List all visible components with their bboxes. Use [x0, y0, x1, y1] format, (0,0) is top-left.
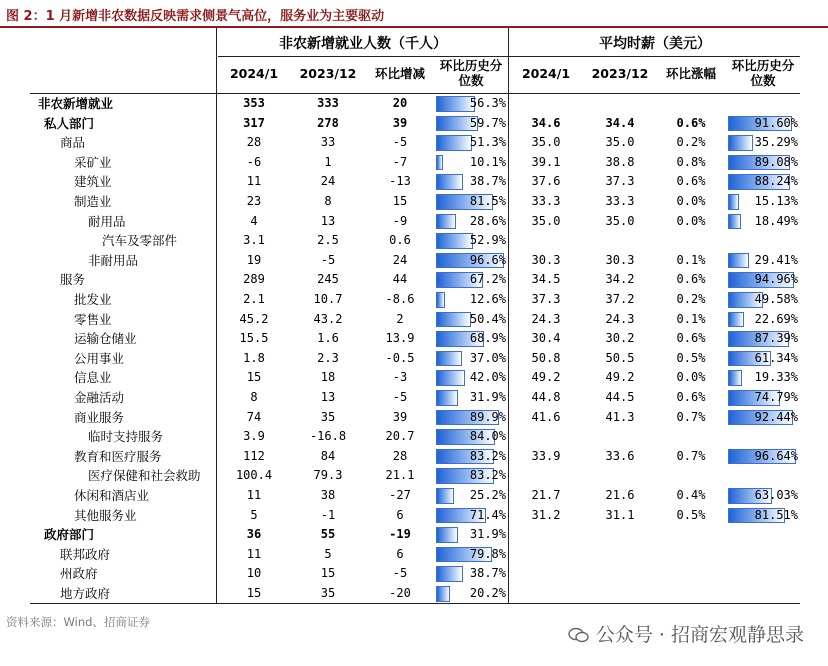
- emp-percentile-value: 71.4%: [469, 507, 506, 522]
- wage-dec-cell: 24.3: [605, 311, 635, 326]
- wage-dec-cell: 31.1: [605, 507, 635, 522]
- emp-percentile-value: 20.2%: [469, 586, 506, 600]
- row-label: 休闲和酒店业: [74, 488, 150, 503]
- wages-group-header: 平均时薪（美元）: [599, 36, 711, 52]
- emp-jan-cell: 1.8: [243, 350, 265, 365]
- emp-percentile-value: 84.0%: [469, 429, 506, 444]
- source-note: 资料来源：Wind、招商证券: [6, 615, 150, 629]
- wage-jan-cell: 37.6: [531, 174, 561, 189]
- emp-jan-cell: 23: [246, 194, 262, 208]
- wage-mom-cell: 0.0%: [676, 194, 706, 208]
- wage-dec-cell: 21.6: [605, 488, 635, 502]
- emp-percentile-value: 68.9%: [469, 331, 506, 346]
- wage-mom-cell: 0.5%: [676, 507, 706, 522]
- wage-mom-cell: 0.2%: [676, 292, 706, 306]
- row-label: 商品: [60, 135, 86, 151]
- row-label: 汽车及零部件: [102, 233, 178, 249]
- table-row: [30, 486, 800, 506]
- row-label: 运输仓储业: [74, 331, 137, 347]
- wage-mom-cell: 0.4%: [676, 488, 706, 502]
- row-label: 耐用品: [88, 213, 126, 229]
- table-row: [30, 310, 800, 330]
- emp-percentile-value: 42.0%: [469, 370, 506, 385]
- emp-dec-cell: 10.7: [313, 292, 343, 306]
- watermark-text: 公众号 · 招商宏观静思录: [595, 624, 804, 646]
- wage-mom-cell: 0.1%: [676, 252, 706, 267]
- emp-mom-cell: -5: [392, 135, 408, 150]
- emp-percentile-value: 37.0%: [469, 350, 506, 365]
- emp-mom-cell: 39: [392, 115, 408, 130]
- row-label: 教育和医疗服务: [74, 448, 162, 464]
- emp-dec-cell: 15: [320, 566, 336, 581]
- emp-dec-cell: -1: [320, 507, 336, 522]
- emp-jan-cell: 19: [246, 252, 262, 267]
- col-emp-dec: 2023/12: [299, 66, 357, 81]
- employment-group-header: 非农新增就业人数（千人）: [279, 36, 447, 52]
- row-label: 采矿业: [74, 154, 112, 170]
- wage-jan-cell: 24.3: [531, 311, 561, 326]
- col-emp-jan: 2024/1: [229, 66, 279, 81]
- emp-jan-cell: 28: [246, 135, 262, 150]
- emp-dec-cell: 2.5: [317, 233, 339, 248]
- table-row: [30, 212, 800, 232]
- table-row: [30, 545, 800, 565]
- emp-jan-cell: 289: [243, 272, 265, 287]
- emp-mom-cell: -27: [389, 488, 411, 502]
- emp-mom-cell: 6: [396, 507, 404, 522]
- emp-dec-cell: -5: [320, 252, 336, 267]
- table-row: [30, 506, 800, 526]
- table-row: [30, 349, 800, 369]
- wage-mom-cell: 0.7%: [676, 448, 706, 463]
- emp-mom-cell: 13.9: [385, 331, 415, 346]
- emp-dec-cell: 278: [317, 115, 339, 130]
- emp-percentile-value: 28.6%: [469, 213, 506, 228]
- emp-percentile-value: 25.2%: [469, 488, 506, 502]
- emp-mom-cell: 44: [392, 272, 408, 287]
- wage-percentile-value: 15.13%: [754, 194, 798, 208]
- emp-mom-cell: -3: [392, 370, 408, 385]
- wage-dec-cell: 33.3: [605, 194, 635, 208]
- emp-percentile-value: 59.7%: [469, 115, 506, 130]
- emp-jan-cell: 45.2: [239, 311, 269, 326]
- emp-mom-cell: 2: [396, 311, 404, 326]
- table-row: [30, 388, 800, 408]
- wage-mom-cell: 0.1%: [676, 311, 706, 326]
- row-label: 州政府: [60, 566, 98, 582]
- emp-jan-cell: 74: [246, 409, 262, 424]
- wage-percentile-value: 19.33%: [754, 370, 798, 385]
- wage-mom-cell: 0.7%: [676, 409, 706, 424]
- wage-jan-cell: 41.6: [531, 409, 561, 424]
- table-row: [30, 368, 800, 388]
- wage-percentile-value: 81.51%: [754, 507, 798, 522]
- emp-percentile-value: 89.9%: [469, 409, 506, 424]
- wage-percentile-value: 49.58%: [754, 292, 798, 306]
- wage-dec-cell: 50.5: [605, 350, 635, 365]
- wage-percentile-value: 88.24%: [754, 174, 798, 189]
- wage-mom-cell: 0.6%: [676, 331, 706, 346]
- wage-percentile-value: 22.69%: [754, 311, 798, 326]
- emp-mom-cell: -9: [392, 213, 408, 228]
- emp-percentile-value: 81.5%: [469, 194, 506, 208]
- wage-mom-cell: 0.6%: [676, 115, 706, 130]
- wage-dec-cell: 35.0: [605, 213, 635, 228]
- wage-jan-cell: 33.9: [531, 448, 561, 463]
- wage-percentile-value: 74.79%: [754, 390, 798, 404]
- row-label: 公用事业: [74, 350, 125, 366]
- emp-mom-cell: 20: [392, 96, 408, 110]
- wage-jan-cell: 34.5: [531, 272, 561, 287]
- wage-percentile-value: 29.41%: [754, 252, 798, 267]
- wage-dec-cell: 30.3: [605, 252, 635, 267]
- table-row: [30, 192, 800, 212]
- emp-jan-cell: 4: [250, 213, 258, 228]
- wage-jan-cell: 30.4: [531, 331, 561, 346]
- wage-percentile-value: 61.34%: [754, 350, 798, 365]
- table-row: [30, 172, 800, 192]
- emp-mom-cell: -13: [389, 174, 411, 189]
- emp-percentile-value: 52.9%: [469, 233, 506, 248]
- emp-dec-cell: 84: [320, 448, 336, 463]
- emp-dec-cell: 24: [320, 174, 336, 189]
- watermark: [568, 620, 804, 647]
- table-row: [30, 114, 800, 134]
- wage-jan-cell: 30.3: [531, 252, 561, 267]
- table-row: [30, 153, 800, 173]
- emp-jan-cell: -6: [246, 154, 262, 169]
- wage-jan-cell: 44.8: [531, 390, 561, 404]
- table-row: [30, 525, 800, 545]
- wage-jan-cell: 31.2: [531, 507, 561, 522]
- wage-dec-cell: 44.5: [605, 390, 635, 404]
- emp-dec-cell: 38: [320, 488, 336, 502]
- figure-title: 图 2：1 月新增非农数据反映需求侧景气高位，服务业为主要驱动: [6, 9, 385, 24]
- wage-mom-cell: 0.6%: [676, 272, 706, 287]
- emp-dec-cell: 35: [320, 409, 336, 424]
- title-rule: [0, 26, 828, 28]
- emp-percentile-value: 79.8%: [469, 546, 506, 561]
- emp-mom-cell: -7: [392, 154, 408, 169]
- wage-dec-cell: 30.2: [605, 331, 635, 346]
- wechat-icon: [568, 627, 590, 643]
- wage-dec-cell: 33.6: [605, 448, 635, 463]
- wage-percentile-value: 63.03%: [754, 488, 798, 502]
- emp-dec-cell: 245: [317, 272, 339, 287]
- wage-percentile-value: 91.60%: [754, 115, 798, 130]
- emp-jan-cell: 3.9: [243, 429, 265, 444]
- emp-jan-cell: 15: [246, 586, 262, 600]
- row-label: 服务: [60, 272, 86, 288]
- emp-mom-cell: 6: [396, 546, 404, 561]
- emp-jan-cell: 11: [246, 488, 262, 502]
- col-wage-dec: 2023/12: [591, 66, 649, 81]
- wage-percentile-value: 87.39%: [754, 331, 798, 346]
- emp-percentile-value: 38.7%: [469, 566, 506, 581]
- emp-dec-cell: -16.8: [309, 429, 347, 444]
- emp-jan-cell: 2.1: [243, 292, 265, 306]
- wage-jan-cell: 49.2: [531, 370, 561, 385]
- header-rule-top: [218, 56, 800, 57]
- wage-percentile-value: 18.49%: [754, 213, 798, 228]
- table-row: [30, 408, 800, 428]
- emp-mom-cell: 28: [392, 448, 408, 463]
- emp-percentile-value: 83.2%: [469, 468, 506, 483]
- table-row: [30, 231, 800, 251]
- emp-jan-cell: 36: [246, 527, 262, 542]
- emp-jan-cell: 15: [246, 370, 262, 385]
- emp-jan-cell: 10: [246, 566, 262, 581]
- row-label: 批发业: [74, 292, 112, 307]
- wage-dec-cell: 41.3: [605, 409, 635, 424]
- emp-jan-cell: 5: [250, 507, 258, 522]
- row-label: 联邦政府: [60, 546, 111, 562]
- col-emp-pct: 环比历史分位数: [439, 58, 503, 88]
- wage-jan-cell: 21.7: [531, 488, 561, 502]
- emp-jan-cell: 15.5: [239, 331, 269, 346]
- emp-dec-cell: 55: [320, 527, 336, 542]
- emp-mom-cell: -19: [389, 527, 411, 542]
- wage-percentile-value: 92.44%: [754, 409, 798, 424]
- emp-jan-cell: 3.1: [243, 233, 265, 248]
- emp-percentile-value: 96.6%: [469, 252, 506, 267]
- row-label: 其他服务业: [74, 507, 137, 523]
- emp-mom-cell: 20.7: [385, 429, 415, 444]
- wage-jan-cell: 35.0: [531, 213, 561, 228]
- col-emp-mom: 环比增减: [374, 66, 425, 81]
- emp-mom-cell: 24: [392, 252, 408, 267]
- row-label: 临时支持服务: [88, 429, 164, 445]
- emp-percentile-value: 31.9%: [469, 390, 506, 404]
- emp-mom-cell: 39: [392, 409, 408, 424]
- emp-mom-cell: 0.6: [389, 233, 411, 248]
- row-label: 政府部门: [44, 527, 95, 543]
- row-label: 非耐用品: [88, 252, 139, 268]
- emp-dec-cell: 33: [320, 135, 336, 150]
- emp-percentile-value: 51.3%: [469, 135, 506, 150]
- row-label: 医疗保健和社会救助: [88, 468, 201, 484]
- wage-jan-cell: 39.1: [531, 154, 561, 169]
- row-label: 金融活动: [74, 390, 125, 405]
- table-row: [30, 329, 800, 349]
- emp-percentile-value: 10.1%: [469, 154, 506, 169]
- wage-mom-cell: 0.6%: [676, 390, 706, 404]
- wage-mom-cell: 0.2%: [676, 135, 706, 150]
- table-row: [30, 447, 800, 467]
- emp-dec-cell: 35: [320, 586, 336, 600]
- col-wage-pct: 环比历史分位数: [731, 58, 795, 88]
- emp-mom-cell: -8.6: [385, 292, 415, 306]
- row-label: 地方政府: [60, 586, 111, 601]
- wage-jan-cell: 35.0: [531, 135, 561, 150]
- wage-percentile-value: 96.64%: [754, 448, 798, 463]
- emp-dec-cell: 1: [324, 154, 332, 169]
- emp-percentile-value: 56.3%: [469, 96, 506, 110]
- wage-mom-cell: 0.8%: [676, 154, 706, 169]
- wage-mom-cell: 0.0%: [676, 370, 706, 385]
- table-row: [30, 290, 800, 310]
- table-row: [30, 584, 800, 604]
- wage-jan-cell: 50.8: [531, 350, 561, 365]
- wage-dec-cell: 37.2: [605, 292, 635, 306]
- col-wage-mom: 环比涨幅: [665, 66, 716, 81]
- table-row: [30, 270, 800, 290]
- emp-jan-cell: 353: [243, 96, 265, 110]
- row-label: 制造业: [74, 194, 112, 209]
- row-label: 商业服务: [74, 409, 125, 425]
- emp-percentile-value: 12.6%: [469, 292, 506, 306]
- emp-dec-cell: 2.3: [317, 350, 339, 365]
- emp-mom-cell: -5: [392, 566, 408, 581]
- emp-percentile-value: 50.4%: [469, 311, 506, 326]
- row-label: 建筑业: [74, 174, 112, 190]
- wage-jan-cell: 33.3: [531, 194, 561, 208]
- row-label: 信息业: [74, 370, 112, 386]
- emp-percentile-value: 67.2%: [469, 272, 506, 287]
- emp-dec-cell: 13: [320, 213, 336, 228]
- wage-mom-cell: 0.0%: [676, 213, 706, 228]
- wage-mom-cell: 0.6%: [676, 174, 706, 189]
- table-row: [30, 251, 800, 271]
- emp-dec-cell: 43.2: [313, 311, 343, 326]
- row-label: 零售业: [74, 311, 112, 327]
- row-label: 非农新增就业: [38, 96, 114, 111]
- table-row: [30, 133, 800, 153]
- wage-dec-cell: 38.8: [605, 154, 635, 169]
- emp-jan-cell: 11: [246, 174, 262, 189]
- wage-jan-cell: 34.6: [531, 115, 561, 130]
- emp-percentile-value: 83.2%: [469, 448, 506, 463]
- emp-jan-cell: 11: [246, 546, 262, 561]
- wage-dec-cell: 37.3: [605, 174, 635, 189]
- wage-mom-cell: 0.5%: [676, 350, 706, 365]
- emp-jan-cell: 112: [243, 448, 265, 463]
- table-row: [30, 427, 800, 447]
- wage-percentile-value: 89.08%: [754, 154, 798, 169]
- emp-dec-cell: 8: [324, 194, 332, 208]
- emp-mom-cell: -5: [392, 390, 408, 404]
- emp-mom-cell: 15: [392, 194, 408, 208]
- col-wage-jan: 2024/1: [521, 66, 571, 81]
- wage-dec-cell: 34.4: [605, 115, 635, 130]
- wage-percentile-value: 94.96%: [754, 272, 798, 287]
- emp-jan-cell: 100.4: [235, 468, 273, 483]
- emp-dec-cell: 18: [320, 370, 336, 385]
- table-row: [30, 466, 800, 486]
- wage-dec-cell: 34.2: [605, 272, 635, 287]
- emp-mom-cell: 21.1: [385, 468, 415, 483]
- emp-mom-cell: -0.5: [385, 350, 415, 365]
- emp-mom-cell: -20: [389, 586, 411, 600]
- emp-dec-cell: 13: [320, 390, 336, 404]
- emp-dec-cell: 79.3: [313, 468, 343, 483]
- emp-percentile-value: 31.9%: [469, 527, 506, 542]
- emp-percentile-value: 38.7%: [469, 174, 506, 189]
- emp-dec-cell: 1.6: [317, 331, 339, 346]
- wage-percentile-value: 35.29%: [754, 135, 798, 150]
- wage-dec-cell: 49.2: [605, 370, 635, 385]
- table-row: [30, 564, 800, 584]
- emp-dec-cell: 333: [317, 96, 339, 110]
- emp-jan-cell: 317: [243, 115, 265, 130]
- wage-jan-cell: 37.3: [531, 292, 561, 306]
- row-label: 私人部门: [44, 115, 95, 131]
- wage-dec-cell: 35.0: [605, 135, 635, 150]
- emp-jan-cell: 8: [250, 390, 258, 404]
- emp-dec-cell: 5: [324, 546, 332, 561]
- table-row: [30, 94, 800, 114]
